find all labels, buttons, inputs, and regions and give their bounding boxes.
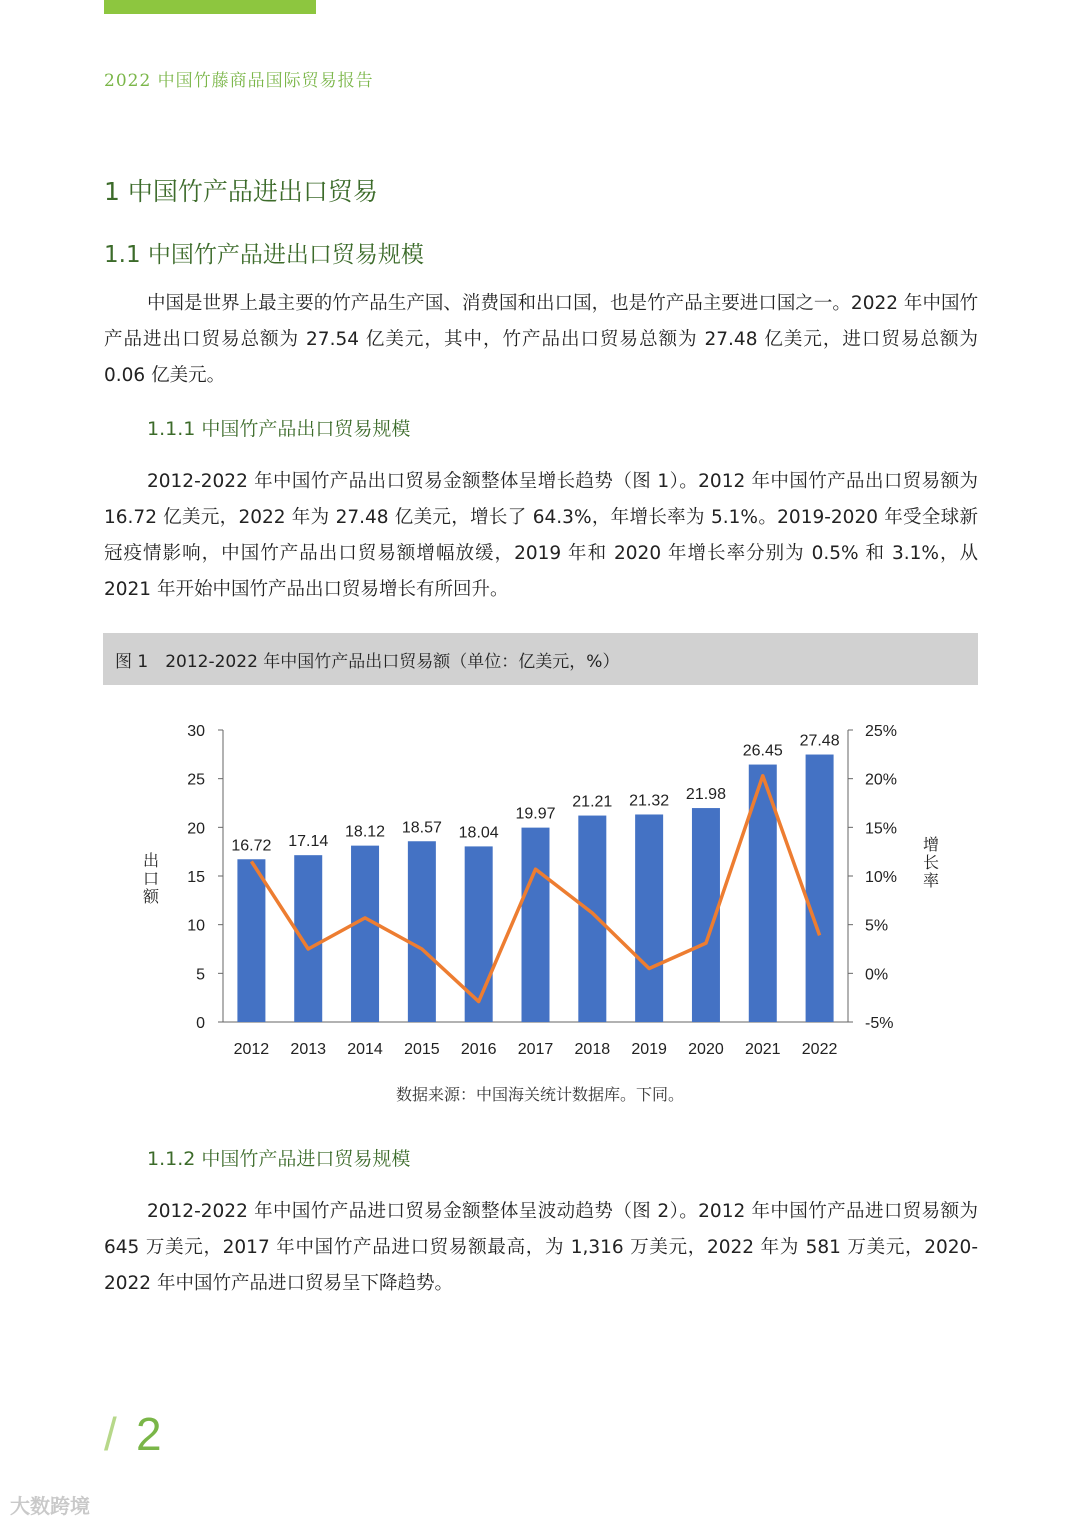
y-tick-label: 0 [196, 1015, 205, 1032]
bar-data-label: 18.12 [345, 823, 386, 841]
bar [578, 816, 606, 1022]
bar-data-label: 17.14 [288, 833, 329, 851]
x-tick-label: 2022 [801, 1041, 838, 1058]
y-tick-label: 15 [187, 869, 205, 886]
intro-paragraph: 中国是世界上最主要的竹产品生产国、消费国和出口国，也是竹产品主要进口国之一。2022 年中国竹产品进出口贸易总额为 27.54 亿美元，其中，竹产品出口贸易总额为 27.48 亿美元，进口贸易总额为 0.06 亿美元。 [104, 293, 978, 386]
bar-data-label: 27.48 [799, 732, 840, 750]
x-tick-label: 2018 [574, 1041, 611, 1058]
y2-tick-label: 25% [865, 723, 898, 740]
page-number-digit: 2 [136, 1408, 162, 1460]
bar [465, 846, 493, 1022]
y2-tick-label: 20% [865, 771, 898, 789]
y2-axis-title: 增 [922, 837, 940, 854]
bar-data-label: 16.72 [231, 837, 272, 855]
y-axis-title: 口 [142, 871, 160, 888]
import-paragraph: 2012-2022 年中国竹产品进口贸易金额整体呈波动趋势（图 2）。2012 年中国竹产品进口贸易额为 645 万美元，2017 年中国竹产品进口贸易额最高，为 1,316 万美元，2022 年为 581 万美元，2020-2022 年中国竹产品进口贸易呈下降趋势。 [104, 1201, 978, 1294]
bar-data-label: 18.04 [458, 824, 499, 842]
bar-data-label: 21.32 [629, 792, 670, 810]
x-tick-label: 2012 [233, 1041, 270, 1058]
section-heading-import: 1.1.2 中国竹产品进口贸易规模 [147, 1148, 411, 1170]
y2-tick-label: 10% [865, 869, 898, 886]
page-number-slash: / [104, 1408, 117, 1460]
x-tick-label: 2021 [744, 1041, 781, 1058]
export-paragraph: 2012-2022 年中国竹产品出口贸易金额整体呈增长趋势（图 1）。2012 年中国竹产品出口贸易额为 16.72 亿美元，2022 年为 27.48 亿美元，增长了 64.3%，年增长率为 5.1%。2019-2020 年受全球新冠疫情影响，中国竹产品出口贸易额增幅放缓，2019 年和 2020 年增长率分别为 0.5% 和 3.1%，从 2021 年开始中国竹产品出口贸易增长有所回升。 [104, 471, 978, 600]
y-tick-label: 25 [187, 771, 205, 789]
y-axis-title: 额 [142, 889, 160, 906]
x-tick-label: 2016 [460, 1041, 497, 1058]
data-source-note: 数据来源：中国海关统计数据库。下同。 [395, 1085, 684, 1104]
bar [294, 855, 322, 1022]
x-tick-label: 2019 [631, 1041, 667, 1058]
section-heading-1-1: 1.1 中国竹产品进出口贸易规模 [104, 242, 424, 268]
x-tick-label: 2013 [290, 1041, 327, 1058]
y-axis-title: 出 [142, 853, 160, 870]
watermark: 大数跨境 [10, 1494, 90, 1518]
bar-data-label: 21.21 [572, 793, 613, 811]
bar [522, 828, 550, 1022]
bar [351, 846, 379, 1022]
y2-tick-label: -5% [865, 1015, 894, 1032]
y2-axis-title: 率 [922, 873, 940, 890]
bar-data-label: 19.97 [515, 805, 556, 823]
section-heading-export: 1.1.1 中国竹产品出口贸易规模 [147, 418, 411, 440]
y2-tick-label: 15% [865, 820, 898, 838]
y2-tick-label: 0% [865, 966, 889, 984]
running-header-title: 2022 中国竹藤商品国际贸易报告 [104, 71, 374, 91]
bar-data-label: 21.98 [685, 786, 726, 804]
export-chart [103, 700, 978, 1070]
figure-caption-bar [103, 633, 978, 685]
page-number-graphic [104, 1400, 174, 1460]
header-accent-bar [104, 0, 316, 14]
figure-caption: 图 1 2012-2022 年中国竹产品出口贸易额（单位：亿美元，%） [115, 652, 620, 672]
y-tick-label: 20 [187, 820, 205, 838]
bar [237, 859, 265, 1022]
x-tick-label: 2020 [688, 1041, 724, 1058]
bar-data-label: 26.45 [742, 742, 783, 760]
bar [806, 755, 834, 1022]
x-tick-label: 2015 [404, 1041, 440, 1058]
x-tick-label: 2014 [347, 1041, 383, 1058]
y-tick-label: 30 [187, 723, 205, 740]
section-heading-1: 1 中国竹产品进出口贸易 [104, 177, 378, 206]
x-tick-label: 2017 [517, 1041, 554, 1058]
y2-tick-label: 5% [865, 917, 889, 935]
bar [635, 814, 663, 1022]
y-tick-label: 10 [187, 917, 205, 935]
y-tick-label: 5 [196, 966, 205, 984]
bar-data-label: 18.57 [401, 819, 442, 837]
page-number [104, 1400, 174, 1464]
bar [408, 841, 436, 1022]
y2-axis-title: 长 [922, 855, 940, 872]
